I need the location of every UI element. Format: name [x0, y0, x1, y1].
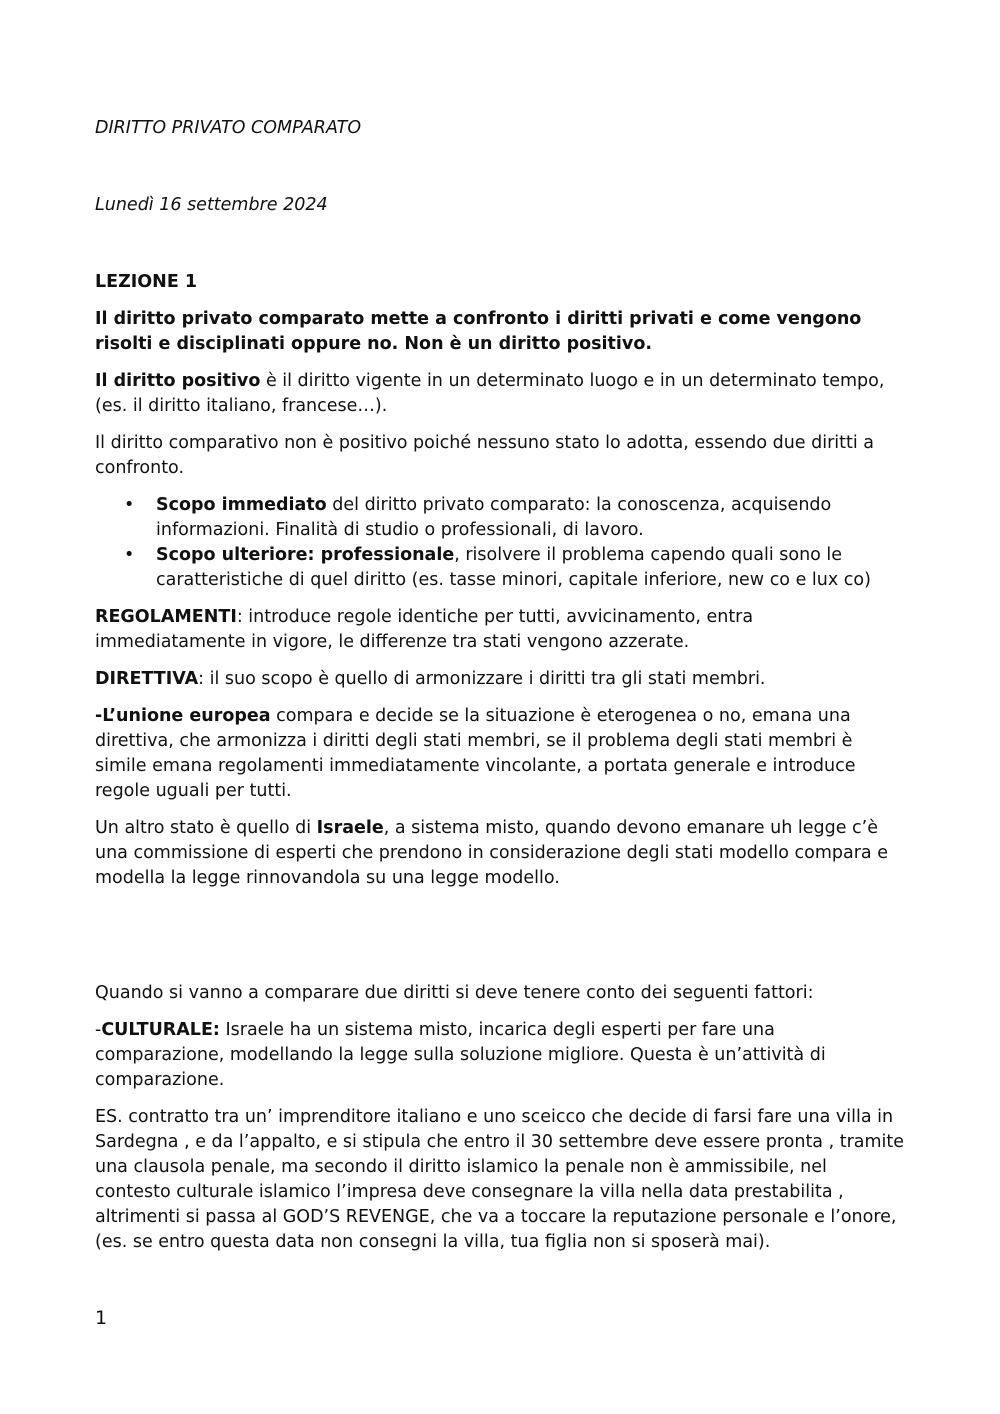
paragraph-culturale: [95, 1018, 905, 1093]
culturale-dash: -: [95, 1020, 102, 1040]
list-item: [124, 493, 905, 543]
paragraph-israele: [95, 816, 905, 891]
term-diritto-positivo: Il diritto positivo: [95, 371, 261, 391]
list-item-term: Scopo ulteriore: professionale: [156, 545, 455, 565]
definition-culturale: Israele ha un sistema misto, incarica degli esperti per fare una comparazione, modellando la legge sulla soluzione migliore. Questa è un’attività di comparazione.: [95, 1020, 826, 1090]
paragraph-diritto-comparativo: Il diritto comparativo non è positivo poiché nessuno stato lo adotta, essendo due diritti a confronto.: [95, 433, 875, 478]
page-number: 1: [95, 1307, 108, 1329]
lesson-heading: LEZIONE 1: [95, 272, 198, 292]
list-item-text: , risolvere il problema capendo quali sono le caratteristiche di quel diritto (es. tasse minori, capitale inferiore, new co e lux co): [156, 545, 871, 590]
paragraph-fattori: Quando si vanno a comparare due diritti si deve tenere conto dei seguenti fattori:: [95, 983, 814, 1003]
term-israele: Israele: [316, 818, 384, 838]
list-item-text: del diritto privato comparato: la conoscenza, acquisendo informazioni. Finalità di studio o professionali, di lavoro.: [156, 495, 832, 540]
paragraph-esempio: ES. contratto tra un’ imprenditore italiano e uno sceicco che decide di farsi fare una villa in Sardegna , e da l’appalto, e si stipula che entro il 30 settembre deve essere pronta , tramite una clausola penale, ma secondo il diritto islamico la penale non è ammissibile, nel contesto culturale islamico l’impresa deve consegnare la villa nella data prestabilita , altrimenti si passa al GOD’S REVENGE, che va a toccare la reputazione personale e l’onore, (es. se entro questa data non consegni la villa, tua figlia non si sposerà mai).: [95, 1107, 905, 1252]
section-spacer: [95, 903, 905, 981]
definition-diritto-positivo: è il diritto vigente in un determinato luogo e in un determinato tempo, (es. il diritto italiano, francese…).: [95, 371, 885, 416]
term-regolamenti: REGOLAMENTI: [95, 607, 237, 627]
bullet-marker: •: [124, 545, 135, 565]
term-unione-europea: -L’unione europea: [95, 706, 271, 726]
paragraph-direttiva: [95, 667, 905, 692]
intro-paragraph: [95, 307, 905, 357]
lesson-date: Lunedì 16 settembre 2024: [95, 195, 328, 215]
scope-list: [95, 493, 905, 593]
israele-text-before: Un altro stato è quello di: [95, 818, 317, 838]
list-item-term: Scopo immediato: [156, 495, 327, 515]
document-body: [95, 116, 905, 1267]
bullet-marker: •: [124, 495, 135, 515]
definition-regolamenti: : introduce regole identiche per tutti, avvicinamento, entra immediatamente in vigore, le differenze tra stati vengono azzerate.: [95, 607, 754, 652]
intro-text: Il diritto privato comparato mette a confronto i diritti privati e come vengono risolti e disciplinati oppure no. Non è un diritto positivo.: [95, 309, 862, 354]
paragraph-regolamenti: [95, 605, 905, 655]
definition-direttiva: : il suo scopo è quello di armonizzare i diritti tra gli stati membri.: [198, 669, 766, 689]
paragraph-unione-europea: [95, 704, 905, 804]
term-culturale: CULTURALE:: [101, 1020, 220, 1040]
list-item: [124, 543, 905, 593]
definition-unione-europea: compara e decide se la situazione è eterogenea o no, emana una direttiva, che armonizza i diritti degli stati membri, se il problema degli stati membri è simile emana regolamenti immediatamente vincolante, a portata generale e introduce regole uguali per tutti.: [95, 706, 856, 801]
course-title: DIRITTO PRIVATO COMPARATO: [95, 118, 362, 138]
paragraph-diritto-positivo: [95, 369, 905, 419]
term-direttiva: DIRETTIVA: [95, 669, 199, 689]
israele-text-after: , a sistema misto, quando devono emanare uh legge c’è una commissione di esperti che prendono in considerazione degli stati modello compara e modella la legge rinnovandola su una legge modello.: [95, 818, 888, 888]
